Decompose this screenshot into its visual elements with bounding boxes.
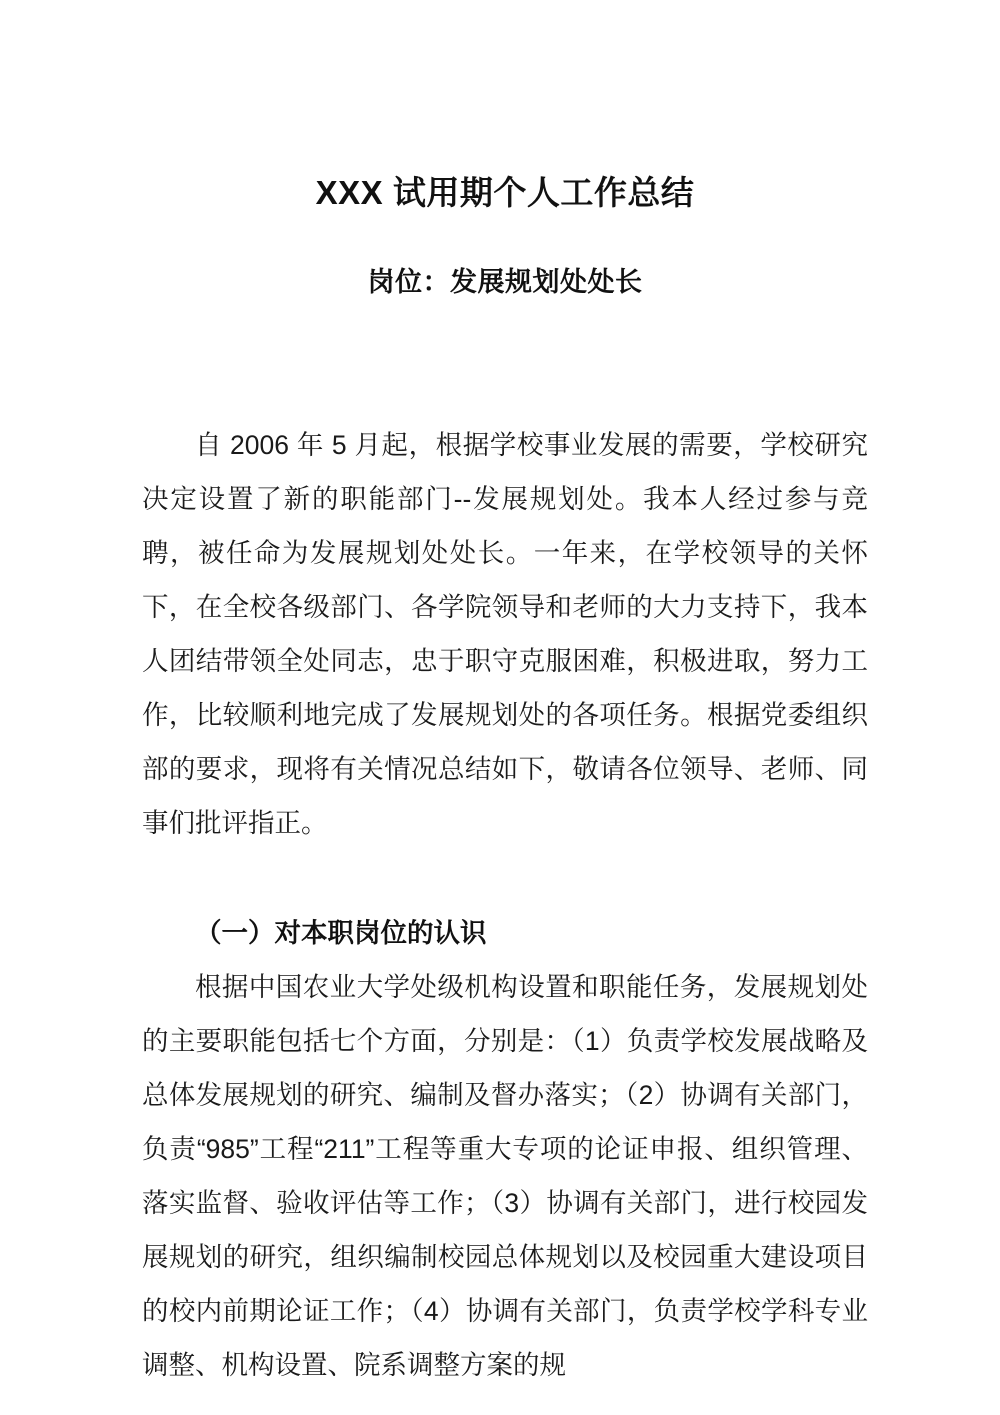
page-subtitle: 岗位：发展规划处处长	[367, 267, 643, 298]
section-heading-one: （一）对本职岗位的认识	[195, 918, 487, 949]
page-title: XXX 试用期个人工作总结	[315, 174, 695, 211]
section-spacer	[142, 850, 868, 906]
document-content-column	[142, 0, 868, 1392]
section-one-paragraph: 根据中国农业大学处级机构设置和职能任务，发展规划处的主要职能包括七个方面，分别是：（1）负责学校发展战略及总体发展规划的研究、编制及督办落实；（2）协调有关部门，负责“985”工程“211”工程等重大专项的论证申报、组织管理、落实监督、验收评估等工作；（3）协调有关部门，进行校园发展规划的研究，组织编制校园总体规划以及校园重大建设项目的校内前期论证工作；（4）协调有关部门，负责学校学科专业调整、机构设置、院系调整方案的规	[142, 972, 868, 1381]
intro-paragraph: 自 2006 年 5 月起，根据学校事业发展的需要，学校研究决定设置了新的职能部门--发展规划处。我本人经过参与竞聘，被任命为发展规划处处长。一年来，在学校领导的关怀下，在全校各级部门、各学院领导和老师的大力支持下，我本人团结带领全处同志，忠于职守克服困难，积极进取，努力工作，比较顺利地完成了发展规划处的各项任务。根据党委组织部的要求，现将有关情况总结如下，敬请各位领导、老师、同事们批评指正。	[142, 430, 868, 839]
document-body	[142, 418, 868, 1392]
